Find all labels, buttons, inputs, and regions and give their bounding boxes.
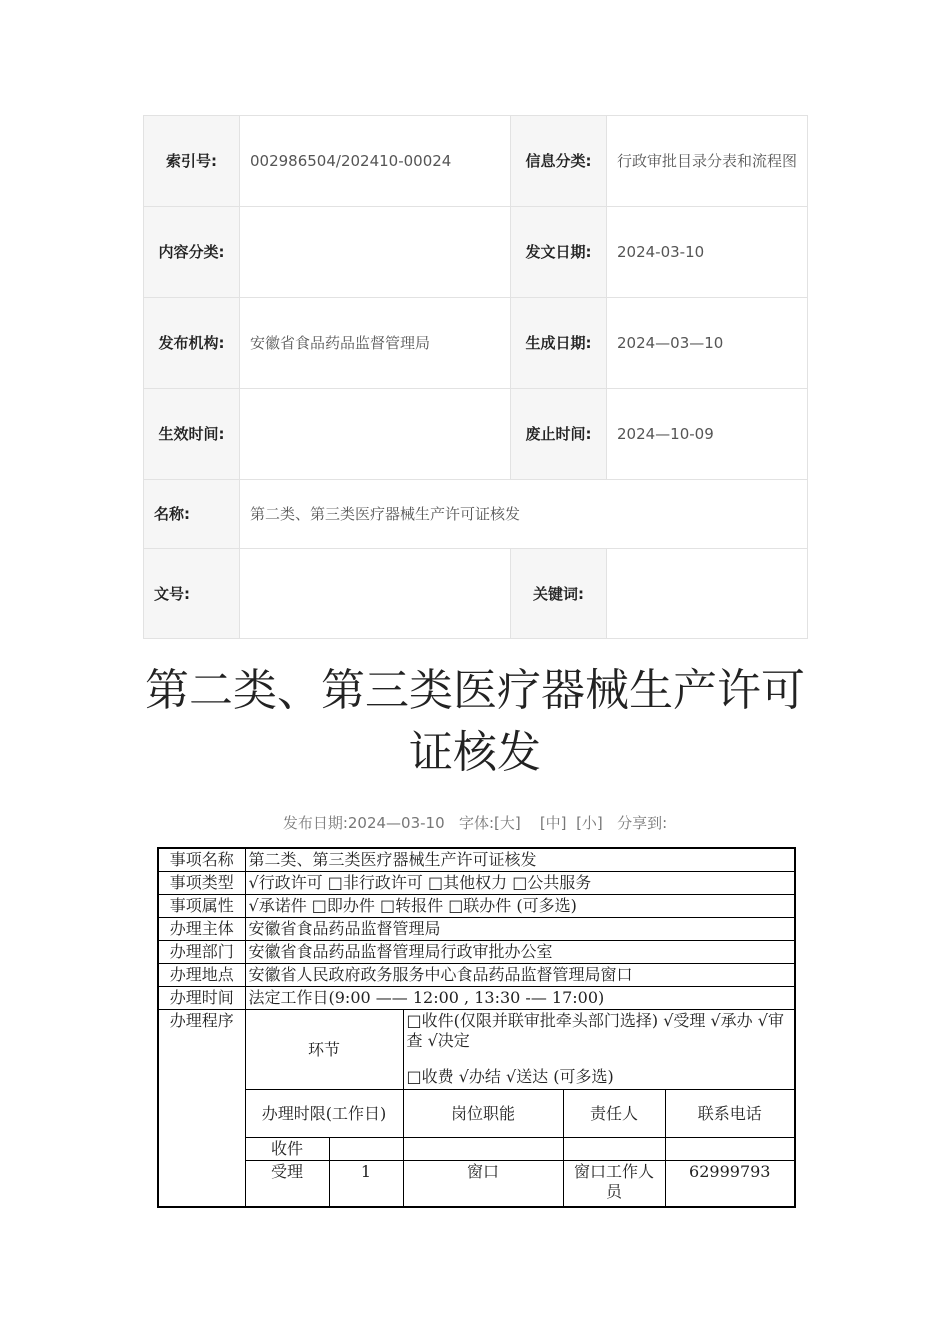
abolish-time-value: 2024—10-09 — [607, 389, 808, 480]
abolish-time-label: 废止时间: — [511, 389, 607, 480]
table-row — [158, 872, 795, 895]
item-attr-label: 事项属性 — [158, 895, 245, 918]
publisher-label: 发布机构: — [144, 298, 240, 389]
doc-no-label: 文号: — [144, 549, 240, 639]
font-size-large[interactable]: 字体:[大] — [458, 814, 521, 832]
stage-label: 环节 — [245, 1010, 403, 1090]
step-days — [329, 1138, 403, 1161]
issue-date-label: 发文日期: — [511, 207, 607, 298]
keywords-value — [607, 549, 808, 639]
font-size-small[interactable]: [小] — [576, 814, 603, 832]
stage-options-line-2: □收费 √办结 √送达 (可多选) — [406, 1067, 614, 1086]
procedure-label: 办理程序 — [158, 1010, 245, 1207]
step-name: 受理 — [245, 1161, 329, 1207]
table-row — [158, 895, 795, 918]
table-row — [158, 1010, 795, 1090]
step-name: 收件 — [245, 1138, 329, 1161]
step-phone — [665, 1138, 795, 1161]
publisher-value: 安徽省食品药品监督管理局 — [240, 298, 511, 389]
info-category-label: 信息分类: — [511, 116, 607, 207]
doc-no-value — [240, 549, 511, 639]
subject-label: 办理主体 — [158, 918, 245, 941]
procedure-table — [157, 847, 796, 1208]
effective-time-value — [240, 389, 511, 480]
share-label: 分享到: — [617, 814, 668, 832]
table-row — [158, 918, 795, 941]
col-phone: 联系电话 — [665, 1090, 795, 1138]
table-row — [158, 987, 795, 1010]
step-days: 1 — [329, 1161, 403, 1207]
step-phone: 62999793 — [665, 1161, 795, 1207]
step-post — [403, 1138, 563, 1161]
page-title: 第二类、第三类医疗器械生产许可证核发 — [145, 665, 805, 778]
place-label: 办理地点 — [158, 964, 245, 987]
meta-row — [144, 549, 808, 639]
meta-row — [144, 207, 808, 298]
subject-value: 安徽省食品药品监督管理局 — [245, 918, 795, 941]
name-label: 名称: — [144, 480, 240, 549]
table-row — [158, 1161, 795, 1207]
table-row — [158, 1090, 795, 1138]
item-type-label: 事项类型 — [158, 872, 245, 895]
table-row — [158, 964, 795, 987]
table-row — [158, 941, 795, 964]
metadata-table — [143, 115, 808, 639]
step-person: 窗口工作人员 — [563, 1161, 665, 1207]
item-type-value: √行政许可 □非行政许可 □其他权力 □公共服务 — [245, 872, 795, 895]
meta-row — [144, 116, 808, 207]
stage-options-line-1: □收件(仅限并联审批牵头部门选择) √受理 √承办 √审查 √决定 — [406, 1011, 784, 1050]
stage-options — [403, 1010, 795, 1090]
publish-info-bar — [0, 812, 950, 833]
meta-row — [144, 480, 808, 549]
col-person: 责任人 — [563, 1090, 665, 1138]
time-value: 法定工作日(9:00 —— 12:00 , 13:30 -— 17:00) — [245, 987, 795, 1010]
name-value: 第二类、第三类医疗器械生产许可证核发 — [240, 480, 808, 549]
item-name-value: 第二类、第三类医疗器械生产许可证核发 — [245, 848, 795, 872]
generated-date-label: 生成日期: — [511, 298, 607, 389]
place-value: 安徽省人民政府政务服务中心食品药品监督管理局窗口 — [245, 964, 795, 987]
effective-time-label: 生效时间: — [144, 389, 240, 480]
step-post: 窗口 — [403, 1161, 563, 1207]
col-time-limit: 办理时限(工作日) — [245, 1090, 403, 1138]
meta-row — [144, 298, 808, 389]
publish-date: 发布日期:2024—03-10 — [282, 814, 445, 832]
item-name-label: 事项名称 — [158, 848, 245, 872]
table-row — [158, 848, 795, 872]
col-post: 岗位职能 — [403, 1090, 563, 1138]
font-size-medium[interactable]: [中] — [539, 814, 567, 832]
index-no-label: 索引号: — [144, 116, 240, 207]
meta-row — [144, 389, 808, 480]
content-category-label: 内容分类: — [144, 207, 240, 298]
issue-date-value: 2024-03-10 — [607, 207, 808, 298]
time-label: 办理时间 — [158, 987, 245, 1010]
table-row — [158, 1138, 795, 1161]
dept-value: 安徽省食品药品监督管理局行政审批办公室 — [245, 941, 795, 964]
info-category-value: 行政审批目录分表和流程图 — [607, 116, 808, 207]
index-no-value: 002986504/202410-00024 — [240, 116, 511, 207]
item-attr-value: √承诺件 □即办件 □转报件 □联办件 (可多选) — [245, 895, 795, 918]
generated-date-value: 2024—03—10 — [607, 298, 808, 389]
step-person — [563, 1138, 665, 1161]
content-category-value — [240, 207, 511, 298]
dept-label: 办理部门 — [158, 941, 245, 964]
keywords-label: 关键词: — [511, 549, 607, 639]
